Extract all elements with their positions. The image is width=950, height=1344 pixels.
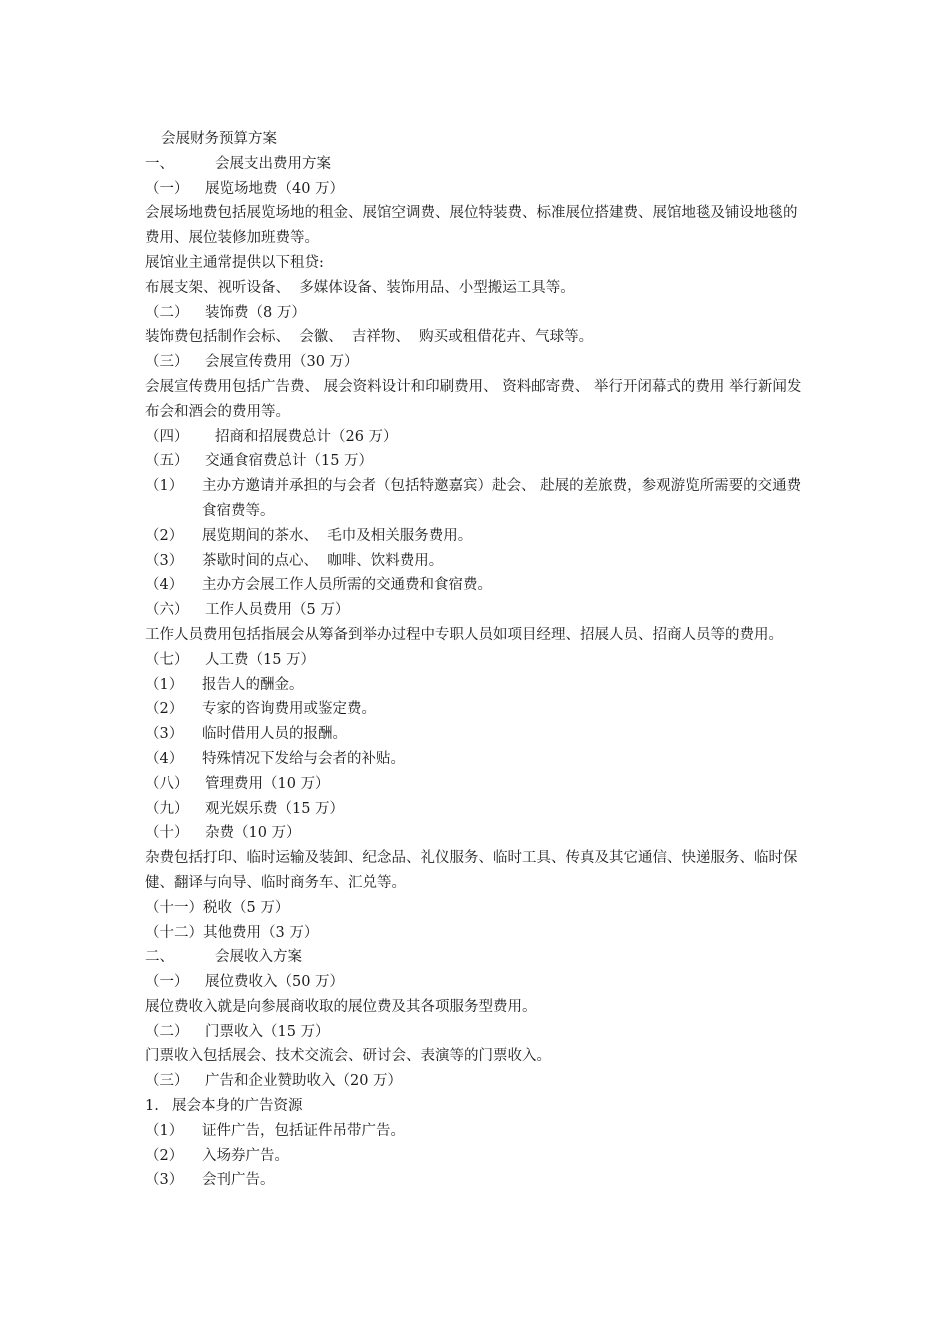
list-item-number: （3） [145, 726, 184, 743]
item-number: （三） [145, 1073, 189, 1090]
list-item-text: 报告人的酬金。 [202, 676, 304, 693]
paragraph: 布展支架、视听设备、 多媒体设备、装饰用品、小型搬运工具等。 [145, 279, 575, 296]
list-item-number: （4） [145, 750, 184, 767]
list-item [145, 474, 810, 524]
list-item [145, 549, 810, 574]
item-title: 管理费用（10 万） [205, 775, 330, 792]
paragraph: 展馆业主通常提供以下租贷: [145, 254, 324, 271]
item-number: （十） [145, 825, 189, 842]
item-title: 工作人员费用（5 万） [205, 602, 350, 619]
list-item [145, 722, 810, 747]
expense-item-heading [145, 425, 810, 450]
list-item-text: 会刊广告。 [202, 1172, 275, 1189]
expense-item-heading [145, 772, 810, 797]
expense-item-heading [145, 350, 810, 375]
item-title: 招商和招展费总计（26 万） [215, 428, 398, 445]
sub-heading [145, 1094, 810, 1119]
section-title: 会展支出费用方案 [215, 155, 331, 172]
list-item [145, 573, 810, 598]
list-item-number: （3） [145, 552, 184, 569]
list-item [145, 673, 810, 698]
list-item-text: 特殊情况下发给与会者的补贴。 [202, 750, 405, 767]
expense-item-heading [145, 301, 810, 326]
list-item-number: （4） [145, 577, 184, 594]
paragraph: 工作人员费用包括指展会从筹备到举办过程中专职人员如项目经理、招展人员、招商人员等的费用。 [145, 626, 783, 643]
item-title: 交通食宿费总计（15 万） [205, 453, 374, 470]
item-number: （五） [145, 453, 189, 470]
expense-item-heading [145, 598, 810, 623]
section-heading-income [145, 945, 810, 970]
list-item-number: （2） [145, 701, 184, 718]
paragraph: 杂费包括打印、临时运输及装卸、纪念品、礼仪服务、临时工具、传真及其它通信、快递服务、临时保健、翻译与向导、临时商务车、汇兑等。 [145, 850, 798, 891]
list-item-number: （2） [145, 527, 184, 544]
item-title: 广告和企业赞助收入（20 万） [205, 1073, 403, 1090]
income-item-heading [145, 1020, 810, 1045]
list-item-text: 主办方邀请并承担的与会者（包括特邀嘉宾）赴会、 赴展的差旅费，参观游览所需要的交通费 食宿费等。 [202, 478, 802, 519]
list-item [145, 747, 810, 772]
item-title: 杂费（10 万） [205, 825, 301, 842]
paragraph: 装饰费包括制作会标、 会徽、 吉祥物、 购买或租借花卉、气球等。 [145, 329, 594, 346]
list-item-number: （1） [145, 1122, 184, 1139]
income-item-heading [145, 1069, 810, 1094]
list-item [145, 1119, 810, 1144]
item-number: （七） [145, 651, 189, 668]
section-heading-expenditure [145, 152, 810, 177]
item-title: 会展宣传费用（30 万） [205, 354, 359, 371]
sub-heading-number: 1. [145, 1098, 159, 1115]
paragraph: 门票收入包括展会、技术交流会、研讨会、表演等的门票收入。 [145, 1048, 551, 1065]
list-item-text: 临时借用人员的报酬。 [202, 726, 347, 743]
section-title: 会展收入方案 [215, 949, 302, 966]
list-item [145, 524, 810, 549]
item-title: 展览场地费（40 万） [205, 180, 345, 197]
paragraph: 会展场地费包括展览场地的租金、展馆空调费、展位特装费、标准展位搭建费、展馆地毯及铺设地毯的费用、展位装修加班费等。 [145, 205, 798, 247]
item-title: 人工费（15 万） [205, 651, 316, 668]
item-title: 观光娱乐费（15 万） [205, 800, 345, 817]
sub-heading-text: 展会本身的广告资源 [172, 1098, 303, 1115]
section-number: 一、 [145, 155, 174, 172]
list-item [145, 697, 810, 722]
expense-item-heading [145, 821, 810, 846]
expense-item-heading: （十二）其他费用（3 万） [145, 924, 319, 941]
item-number: （九） [145, 800, 189, 817]
expense-item-heading [145, 449, 810, 474]
item-number: （八） [145, 775, 189, 792]
item-title: 装饰费（8 万） [205, 304, 306, 321]
item-title: 门票收入（15 万） [205, 1023, 330, 1040]
expense-item-heading [145, 797, 810, 822]
expense-item-heading [145, 177, 810, 202]
item-number: （二） [145, 1023, 189, 1040]
section-number: 二、 [145, 949, 174, 966]
list-item-text: 入场券广告。 [202, 1147, 289, 1164]
list-item-number: （2） [145, 1147, 184, 1164]
list-item-text: 主办方会展工作人员所需的交通费和食宿费。 [202, 577, 492, 594]
item-number: （一） [145, 974, 189, 991]
item-title: 展位费收入（50 万） [205, 974, 345, 991]
list-item-text: 专家的咨询费用或鉴定费。 [202, 701, 376, 718]
list-item-text: 展览期间的茶水、 毛巾及相关服务费用。 [202, 527, 473, 544]
list-item [145, 1144, 810, 1169]
item-number: （一） [145, 180, 189, 197]
item-number: （六） [145, 602, 189, 619]
expense-item-heading: （十一）税收（5 万） [145, 899, 290, 916]
paragraph: 展位费收入就是向参展商收取的展位费及其各项服务型费用。 [145, 998, 537, 1015]
list-item-number: （1） [145, 478, 184, 495]
document-body [145, 127, 810, 1193]
expense-item-heading [145, 648, 810, 673]
income-item-heading [145, 970, 810, 995]
item-number: （二） [145, 304, 189, 321]
item-number: （三） [145, 354, 189, 371]
document-title: 会展财务预算方案 [161, 131, 277, 147]
list-item-text: 证件广告，包括证件吊带广告。 [202, 1122, 405, 1139]
item-number: （四） [145, 428, 189, 445]
list-item-text: 茶歇时间的点心、 咖啡、饮料费用。 [202, 552, 444, 569]
paragraph: 会展宣传费用包括广告费、 展会资料设计和印刷费用、 资料邮寄费、 举行开闭幕式的费用 举行新闻发布会和酒会的费用等。 [145, 378, 802, 420]
list-item [145, 1168, 810, 1193]
list-item-number: （1） [145, 676, 184, 693]
list-item-number: （3） [145, 1172, 184, 1189]
